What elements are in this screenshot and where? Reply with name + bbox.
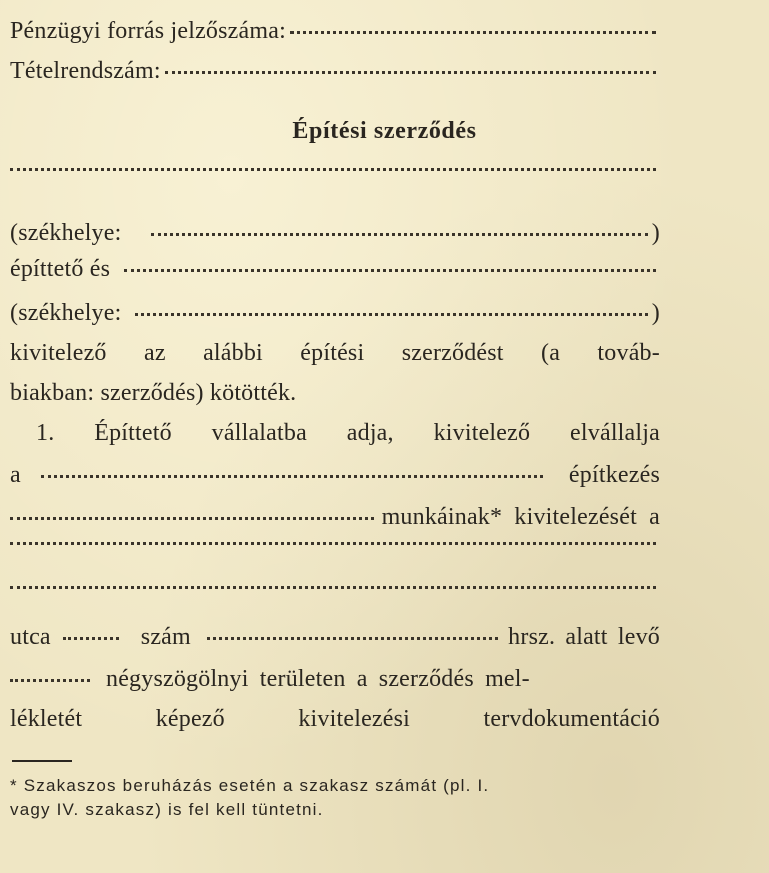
contractor-name-blank: [124, 269, 656, 272]
contractor-seat-blank: [135, 313, 647, 316]
body-text: négyszögölnyi területen a szerződés mel-: [106, 666, 530, 692]
street-label: utca: [10, 624, 51, 650]
number-label: szám: [140, 624, 191, 650]
contractor-seat-label: (székhelye:: [10, 300, 122, 326]
word: Építtető: [94, 420, 172, 446]
body-text: a: [10, 462, 21, 488]
body-line-b: [10, 380, 660, 420]
word: adja,: [346, 420, 394, 446]
street-blank: [63, 637, 119, 640]
contractor-name-line: [10, 256, 660, 296]
item-number-blank: [165, 71, 656, 74]
body-line-c: [10, 420, 660, 460]
word: elvállalja: [570, 420, 660, 446]
body-line-d: [10, 462, 660, 502]
funding-source-blank: [290, 31, 656, 34]
funding-source-label: Pénzügyi forrás jelzőszáma:: [10, 18, 286, 44]
body-text: biakban: szerződés) kötötték.: [10, 380, 297, 406]
word: lékletét: [10, 706, 83, 732]
body-text: építkezés: [568, 462, 660, 488]
word: kivitelezési: [298, 706, 411, 732]
location-blank-2: [10, 586, 656, 589]
contractor-seat-close: ): [651, 300, 660, 326]
works-type-blank: [10, 517, 374, 520]
client-name-line: [10, 172, 660, 212]
word: tervdokumentáció: [483, 706, 660, 732]
word: kivitelező: [10, 340, 107, 366]
client-seat-blank: [151, 233, 647, 236]
word: alábbi: [203, 340, 263, 366]
word: kivitelező: [433, 420, 531, 446]
blank-line-1: [10, 546, 660, 586]
body-text: munkáinak* kivitelezését a: [381, 504, 660, 530]
body-line-last: [10, 706, 660, 746]
client-seat-close: ): [651, 220, 660, 246]
word: vállalatba: [211, 420, 307, 446]
item-number-label: Tételrendszám:: [10, 58, 161, 84]
area-blank: [10, 679, 90, 682]
word: (a: [541, 340, 561, 366]
word: építési: [300, 340, 365, 366]
word: továb-: [597, 340, 660, 366]
funding-source-line: [10, 18, 660, 58]
area-line: [10, 666, 660, 706]
body-line-e: [10, 504, 660, 544]
word: szerződést: [401, 340, 504, 366]
document-title: Építési szerződés: [292, 118, 477, 144]
footnote-line-1: * Szakaszos beruházás esetén a szakasz számát (pl. I.: [10, 776, 490, 795]
client-seat-label: (székhelye:: [10, 220, 122, 246]
word: az: [144, 340, 166, 366]
body-line-a: [10, 340, 660, 380]
location-blank-1: [10, 542, 656, 545]
project-name-blank: [41, 475, 543, 478]
client-name-blank: [10, 168, 656, 171]
number-blank: [207, 637, 498, 640]
clause-number: 1.: [36, 420, 55, 446]
address-line: [10, 624, 660, 664]
word: képező: [155, 706, 225, 732]
contractor-seat-line: [10, 300, 660, 340]
footnote-divider: [12, 760, 72, 762]
lot-label: hrsz. alatt levő: [508, 624, 660, 650]
item-number-line: [10, 58, 660, 98]
client-seat-line: [10, 220, 660, 260]
footnote-line-2: vagy IV. szakasz) is fel kell tüntetni.: [10, 800, 324, 819]
client-role-label: építtető és: [10, 256, 111, 282]
